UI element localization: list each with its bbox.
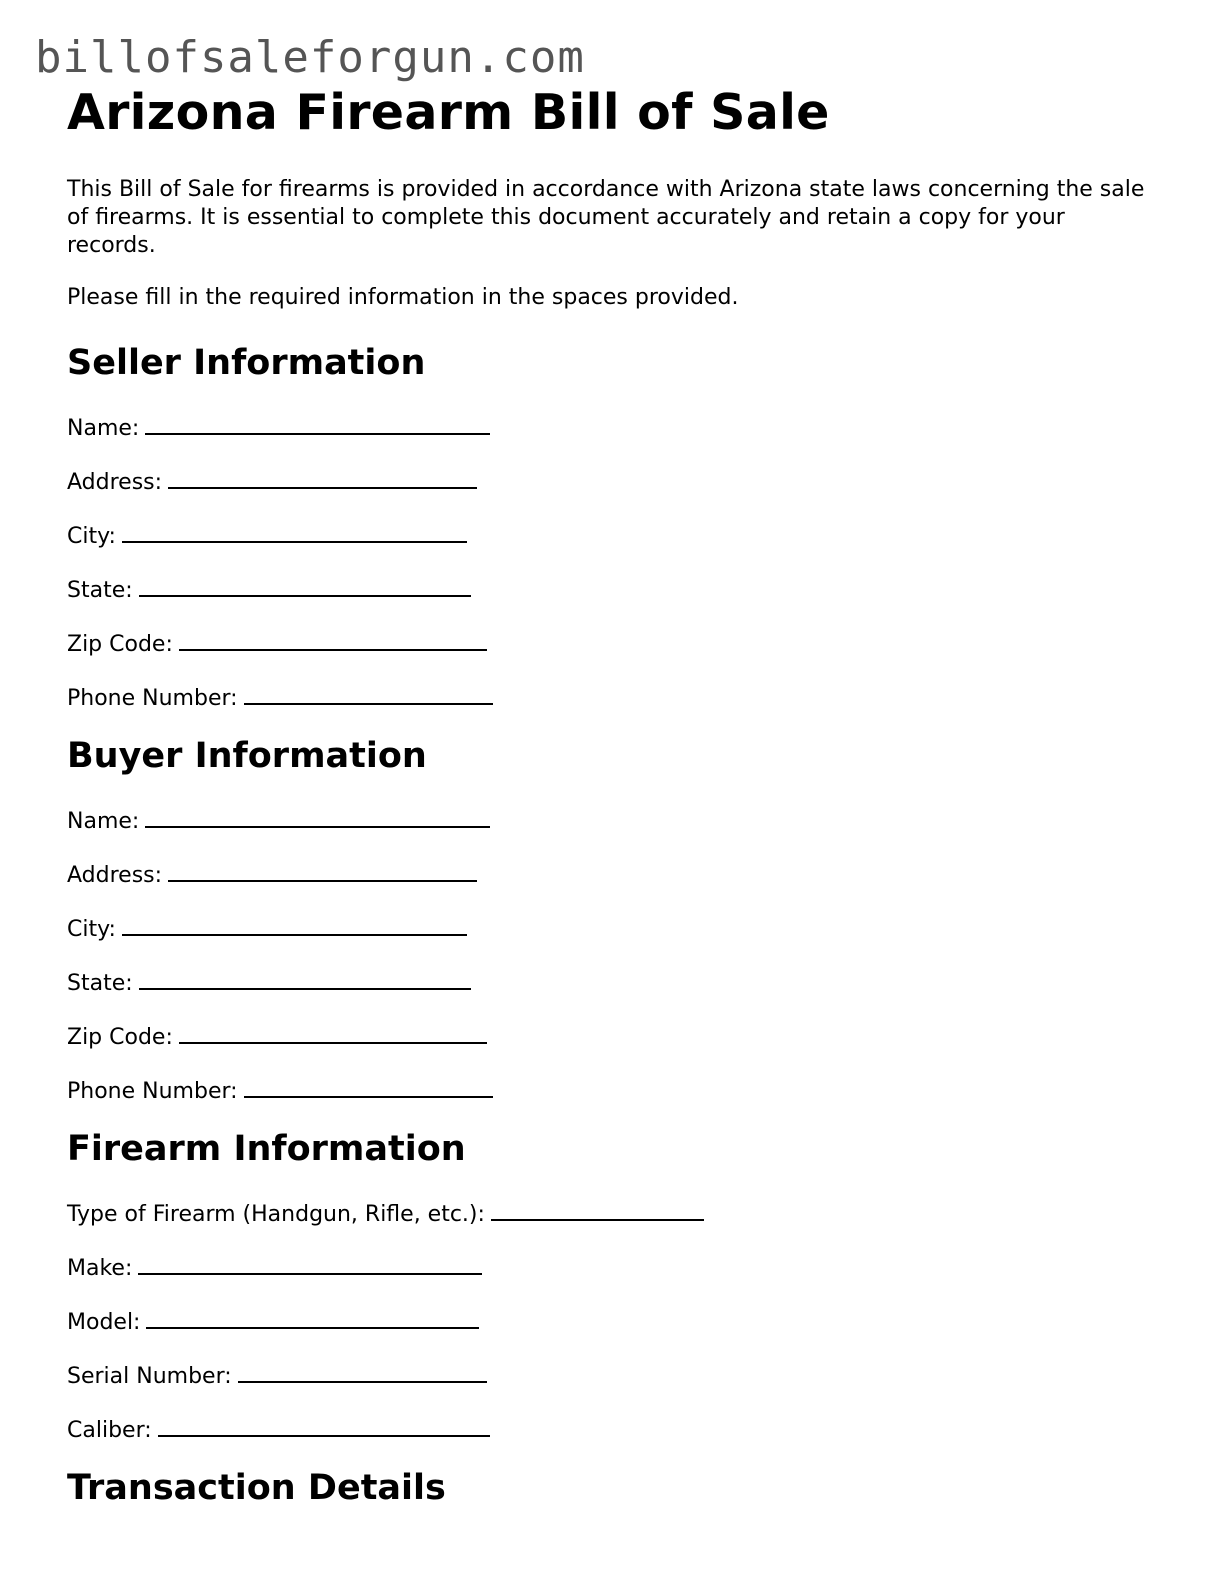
buyer-zip-label: Zip Code:	[67, 1025, 173, 1050]
seller-zip-blank[interactable]	[179, 629, 487, 651]
buyer-city-blank[interactable]	[122, 914, 467, 936]
buyer-state-field	[67, 968, 1167, 998]
seller-heading: Seller Information	[67, 343, 426, 383]
seller-city-label: City:	[67, 524, 116, 549]
seller-state-blank[interactable]	[139, 575, 471, 597]
intro-paragraph: This Bill of Sale for firearms is provided in accordance with Arizona state laws concerning the sale of firearms. It is essential to complete this document accurately and retain a copy for your records.	[67, 177, 1145, 258]
firearm-serial-blank[interactable]	[238, 1361, 487, 1383]
firearm-make-field	[67, 1253, 1167, 1283]
firearm-make-label: Make:	[67, 1256, 133, 1281]
buyer-zip-blank[interactable]	[179, 1022, 487, 1044]
seller-section	[67, 342, 1167, 713]
buyer-address-blank[interactable]	[168, 860, 477, 882]
buyer-state-label: State:	[67, 971, 133, 996]
seller-state-label: State:	[67, 578, 133, 603]
buyer-zip-field	[67, 1022, 1167, 1052]
seller-phone-blank[interactable]	[244, 683, 493, 705]
buyer-city-label: City:	[67, 917, 116, 942]
seller-phone-field	[67, 683, 1167, 713]
page-title: Arizona Firearm Bill of Sale	[67, 84, 830, 141]
buyer-address-label: Address:	[67, 863, 163, 888]
seller-city-field	[67, 521, 1167, 551]
firearm-caliber-field	[67, 1415, 1167, 1445]
buyer-phone-field	[67, 1076, 1167, 1106]
seller-name-field	[67, 413, 1167, 443]
buyer-state-blank[interactable]	[139, 968, 471, 990]
firearm-heading: Firearm Information	[67, 1129, 466, 1169]
seller-name-blank[interactable]	[145, 413, 490, 435]
firearm-type-blank[interactable]	[491, 1199, 704, 1221]
bill-of-sale-document	[67, 84, 1167, 1509]
instructions-paragraph: Please fill in the required information in the spaces provided.	[67, 285, 739, 310]
seller-address-blank[interactable]	[168, 467, 477, 489]
site-watermark: billofsaleforgun.com	[35, 32, 585, 83]
buyer-section	[67, 735, 1167, 1106]
seller-state-field	[67, 575, 1167, 605]
seller-zip-label: Zip Code:	[67, 632, 173, 657]
buyer-phone-label: Phone Number:	[67, 1079, 238, 1104]
transaction-section	[67, 1467, 1167, 1509]
firearm-type-label: Type of Firearm (Handgun, Rifle, etc.):	[67, 1202, 485, 1227]
transaction-heading: Transaction Details	[67, 1468, 446, 1508]
buyer-city-field	[67, 914, 1167, 944]
firearm-caliber-label: Caliber:	[67, 1418, 152, 1443]
seller-address-field	[67, 467, 1167, 497]
buyer-phone-blank[interactable]	[244, 1076, 493, 1098]
firearm-model-label: Model:	[67, 1310, 141, 1335]
firearm-serial-field	[67, 1361, 1167, 1391]
firearm-caliber-blank[interactable]	[158, 1415, 490, 1437]
seller-zip-field	[67, 629, 1167, 659]
firearm-serial-label: Serial Number:	[67, 1364, 232, 1389]
seller-city-blank[interactable]	[122, 521, 467, 543]
firearm-model-field	[67, 1307, 1167, 1337]
firearm-make-blank[interactable]	[138, 1253, 482, 1275]
firearm-model-blank[interactable]	[146, 1307, 479, 1329]
seller-phone-label: Phone Number:	[67, 686, 238, 711]
buyer-address-field	[67, 860, 1167, 890]
buyer-name-blank[interactable]	[145, 806, 490, 828]
buyer-heading: Buyer Information	[67, 736, 427, 776]
buyer-name-label: Name:	[67, 809, 140, 834]
seller-address-label: Address:	[67, 470, 163, 495]
firearm-type-field	[67, 1199, 1167, 1229]
firearm-section	[67, 1128, 1167, 1445]
seller-name-label: Name:	[67, 416, 140, 441]
buyer-name-field	[67, 806, 1167, 836]
